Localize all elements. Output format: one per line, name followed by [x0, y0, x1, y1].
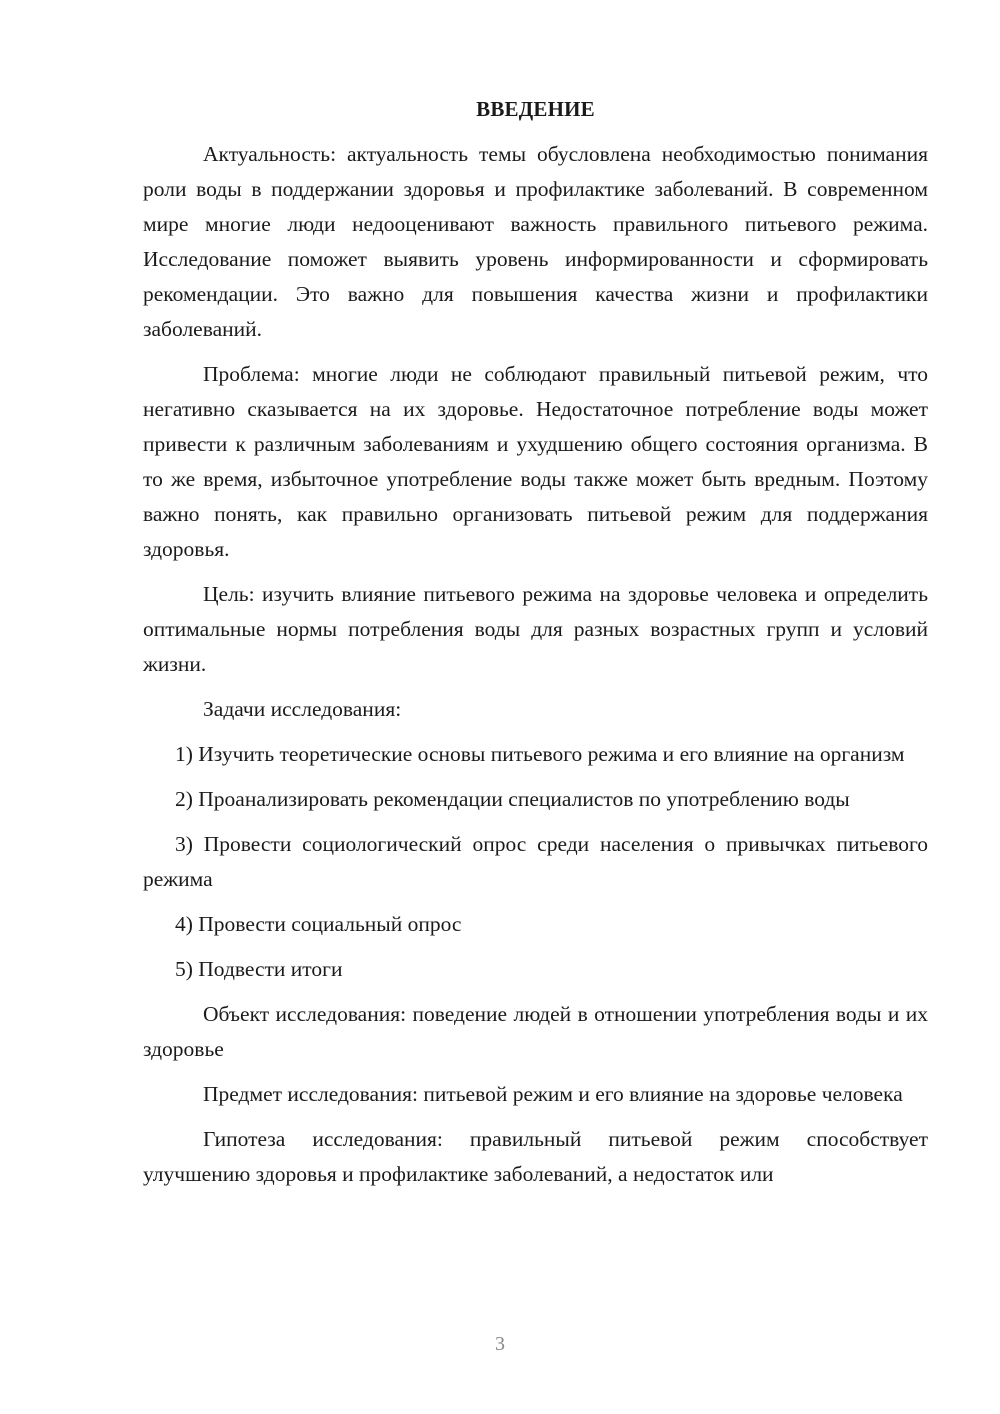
task-item-3: 3) Провести социологический опрос среди населения о привычках питьевого режима	[143, 832, 928, 891]
paragraph-relevance: Актуальность: актуальность темы обусловлена необходимостью понимания роли воды в поддержании здоровья и профилактике заболеваний. В современном мире многие люди недооценивают важность правильного питьевого режима. Исследование поможет выявить уровень информированности и сформировать рекомендации. Это важно для повышения качества жизни и профилактики заболеваний.	[143, 142, 928, 341]
task-item-4: 4) Провести социальный опрос	[175, 912, 462, 936]
tasks-heading: Задачи исследования:	[203, 697, 402, 721]
paragraph-subject: Предмет исследования: питьевой режим и его влияние на здоровье человека	[203, 1082, 903, 1106]
paragraph-hypothesis: Гипотеза исследования: правильный питьевой режим способствует улучшению здоровья и профилактике заболеваний, а недостаток или	[143, 1127, 928, 1186]
section-title: ВВЕДЕНИЕ	[476, 97, 595, 121]
page-content	[143, 92, 928, 1202]
task-item-5: 5) Подвести итоги	[175, 957, 343, 981]
paragraph-goal: Цель: изучить влияние питьевого режима на здоровье человека и определить оптимальные нормы потребления воды для разных возрастных групп и условий жизни.	[143, 582, 928, 676]
task-item-1: 1) Изучить теоретические основы питьевого режима и его влияние на организм	[175, 742, 905, 766]
paragraph-problem: Проблема: многие люди не соблюдают правильный питьевой режим, что негативно сказывается на их здоровье. Недостаточное потребление воды может привести к различным заболеваниям и ухудшению общего состояния организма. В то же время, избыточное употребление воды также может быть вредным. Поэтому важно понять, как правильно организовать питьевой режим для поддержания здоровья.	[143, 362, 928, 561]
task-item-2: 2) Проанализировать рекомендации специалистов по употреблению воды	[175, 787, 850, 811]
page-number: 3	[495, 1333, 505, 1355]
paragraph-object: Объект исследования: поведение людей в отношении употребления воды и их здоровье	[143, 1002, 928, 1061]
